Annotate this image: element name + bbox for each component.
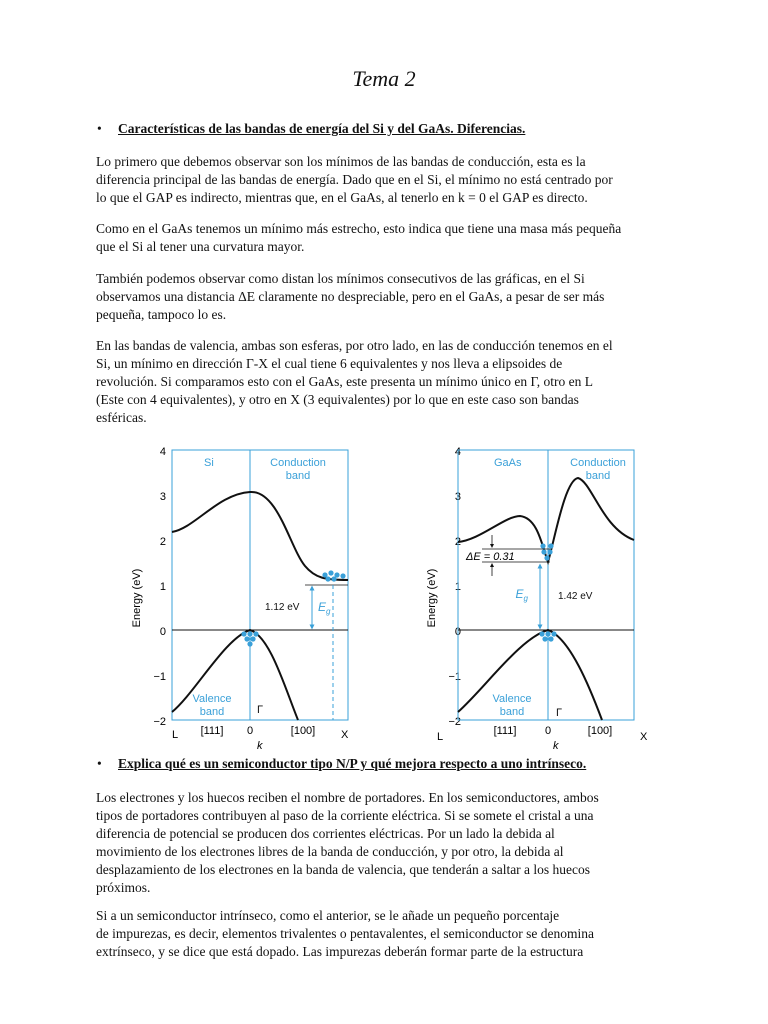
x-letter: X	[341, 729, 349, 741]
valence-label: band	[499, 706, 525, 718]
hole-dot	[241, 631, 246, 636]
text-line: de impurezas, es decir, elementos trivalentes o pentavalentes, el semiconductor se denomina	[96, 926, 595, 941]
y-tick-label: 0	[454, 626, 461, 638]
y-tick-label: 4	[454, 446, 461, 458]
section-heading-bands: • Características de las bandas de energía del Si y del GaAs. Diferencias.	[118, 121, 525, 137]
x-axis-label: k	[257, 740, 263, 752]
gap-value: 1.42 eV	[558, 591, 593, 602]
text-line: Si, un mínimo en dirección Γ-X el cual tiene 6 equivalentes y nos lleva a elipsoides de	[96, 356, 563, 371]
y-tick-label: −1	[448, 671, 461, 683]
hole-dot	[250, 636, 255, 641]
si-panel	[131, 446, 349, 752]
gap-value: 1.12 eV	[265, 602, 300, 613]
y-tick-label: 2	[454, 536, 461, 548]
electron-dot	[540, 543, 545, 548]
electron-dot	[331, 576, 336, 581]
y-tick-label: 0	[159, 626, 166, 638]
text-line: desplazamiento de los electrones en la banda de valencia, que tenderán a saltar a los huecos	[96, 862, 591, 877]
conduction-band-curve	[458, 478, 634, 562]
paragraph-5	[96, 789, 696, 897]
electron-dot	[547, 549, 552, 554]
y-axis-label: Energy (eV)	[426, 568, 438, 628]
valence-band-curve	[458, 630, 602, 720]
conduction-label: Conduction	[270, 457, 326, 469]
text-line: diferencia principal de las bandas de energía. Dado que en el Si, el mínimo no está centrado por	[96, 172, 613, 187]
y-tick-label: −2	[153, 716, 166, 728]
gamma-label: Γ	[257, 704, 264, 716]
text-line: Si a un semiconductor intrínseco, como el anterior, se le añade un pequeño porcentaje	[96, 908, 560, 923]
y-tick-label: 4	[159, 446, 166, 458]
hole-dot	[247, 641, 252, 646]
text-line: próximos.	[96, 880, 151, 895]
hole-dot	[244, 636, 249, 641]
paragraph-1	[96, 153, 696, 207]
y-axis-label: Energy (eV)	[131, 568, 143, 628]
x-tick-label: [100]	[290, 725, 316, 737]
conduction-band-curve	[172, 492, 348, 580]
text-line: extrínseco, y se dice que está dopado. Las impurezas deberán formar parte de la estructura	[96, 944, 584, 959]
material-label: Si	[204, 457, 214, 469]
hole-dot	[247, 631, 252, 636]
paragraph-4	[96, 337, 696, 427]
y-tick-label: −1	[153, 671, 166, 683]
x-tick-label: [100]	[587, 725, 613, 737]
gaas-panel	[426, 446, 648, 752]
x-tick-label: 0	[544, 725, 552, 737]
text-line: esféricas.	[96, 410, 147, 425]
eg-label: $E_g$	[515, 587, 528, 603]
paragraph-2	[96, 220, 696, 256]
text-line: observamos una distancia ΔE claramente no despreciable, pero en el GaAs, a pesar de ser más	[96, 289, 605, 304]
x-tick-label: [111]	[493, 725, 517, 737]
band-structure-figure	[100, 438, 690, 754]
x-tick-label: [111]	[200, 725, 224, 737]
electron-dot	[541, 549, 546, 554]
text-line: revolución. Si comparamos esto con el GaAs, este presenta un mínimo único en Γ, otro en L	[96, 374, 593, 389]
text-line: También podemos observar como distan los mínimos consecutivos de las gráficas, en el Si	[96, 271, 585, 286]
conduction-label: band	[285, 470, 311, 482]
text-line: Los electrones y los huecos reciben el nombre de portadores. En los semiconductores, ambos	[96, 790, 599, 805]
electron-dot	[548, 543, 553, 548]
text-line: (Este con 4 equivalentes), y otro en X (3 equivalentes) por lo que en este caso son bandas	[96, 392, 579, 407]
hole-dot	[542, 636, 547, 641]
electron-dot	[544, 555, 549, 560]
valence-label: Valence	[492, 693, 532, 705]
conduction-label: Conduction	[570, 457, 626, 469]
y-tick-label: 3	[159, 491, 166, 503]
valence-label: Valence	[192, 693, 232, 705]
electron-dot	[328, 570, 333, 575]
text-line: lo que el GAP es indirecto, mientras que, en el GaAs, al tenerlo en k = 0 el GAP es directo.	[96, 190, 588, 205]
y-tick-label: 1	[454, 581, 461, 593]
text-line: Lo primero que debemos observar son los mínimos de las bandas de conducción, esta es la	[96, 154, 586, 169]
page-title: Tema 2	[352, 66, 416, 91]
paragraph-6	[96, 907, 696, 961]
text-line: movimiento de los electrones libres de la banda de conducción, y por otro, la debida al	[96, 844, 564, 859]
x-letter: X	[640, 731, 648, 743]
hole-dot	[548, 636, 553, 641]
paragraph-3	[96, 270, 696, 324]
text-line: tipos de portadores contribuyen al paso de la corriente eléctrica. Si se somete el cristal a una	[96, 808, 594, 823]
hole-dot	[551, 631, 556, 636]
x-letter: L	[437, 731, 444, 743]
plot-frame	[458, 450, 634, 720]
text-line: pequeña, tampoco lo es.	[96, 307, 227, 322]
eg-label: $E_g$	[318, 600, 331, 616]
y-tick-label: 2	[159, 536, 166, 548]
text-line: Como en el GaAs tenemos un mínimo más estrecho, esto indica que tiene una masa más pequeña	[96, 221, 622, 236]
valence-band-curve	[172, 630, 298, 720]
text-line: En las bandas de valencia, ambas son esferas, por otro lado, en las de conducción tenemos en el	[96, 338, 613, 353]
y-tick-label: −2	[448, 716, 461, 728]
material-label: GaAs	[494, 457, 522, 469]
y-tick-label: 1	[159, 581, 166, 593]
x-axis-label: k	[553, 740, 559, 752]
delta-e-label: ΔE = 0.31	[466, 551, 515, 563]
section-heading-semiconductor: • Explica qué es un semiconductor tipo N/P y qué mejora respecto a uno intrínseco.	[118, 756, 586, 772]
hole-dot	[253, 631, 258, 636]
hole-dot	[539, 631, 544, 636]
text-line: diferencia de potencial se producen dos corrientes eléctricas. Por un lado la debida al	[96, 826, 555, 841]
x-letter: L	[172, 729, 179, 741]
electron-dot	[340, 573, 345, 578]
valence-label: band	[199, 706, 225, 718]
electron-dots	[540, 543, 553, 560]
gamma-label: Γ	[556, 707, 563, 719]
y-tick-label: 3	[454, 491, 461, 503]
electron-dot	[325, 576, 330, 581]
text-line: que el Si al tener una curvatura mayor.	[96, 239, 305, 254]
conduction-label: band	[585, 470, 611, 482]
x-tick-label: 0	[246, 725, 254, 737]
hole-dot	[545, 631, 550, 636]
